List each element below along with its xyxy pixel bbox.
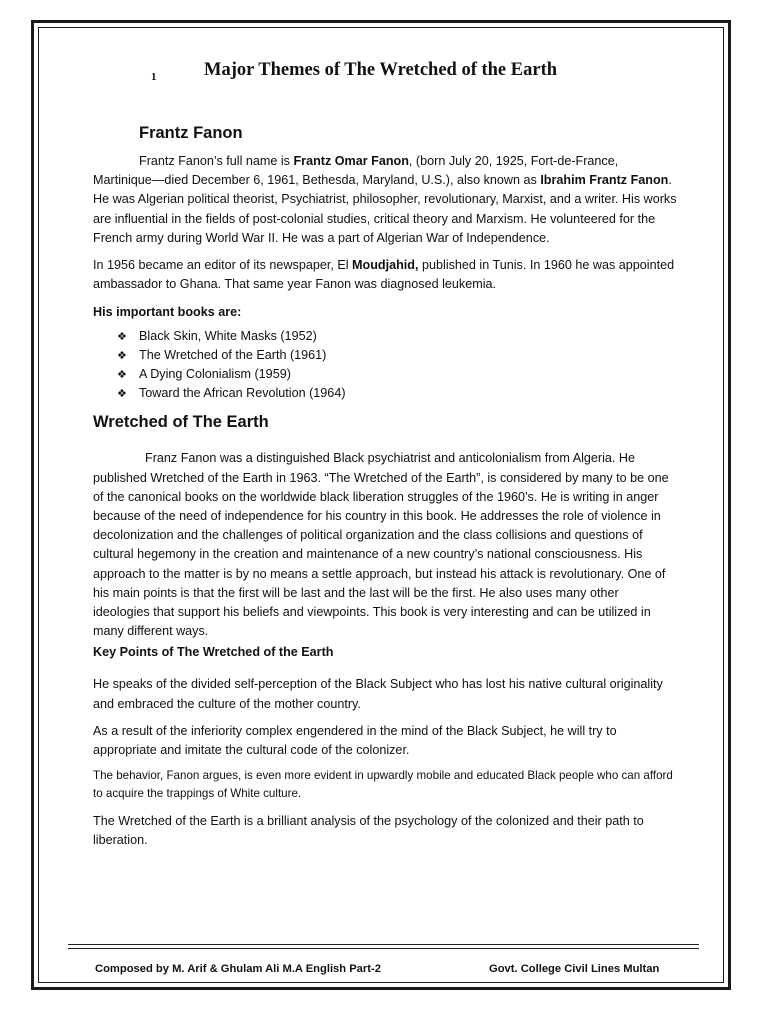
- page-number: 1: [151, 71, 157, 83]
- book-body-paragraph: Franz Fanon was a distinguished Black psychiatrist and anticolonialism from Algeria. He published Wretched of the Earth in 1963. “The Wretched of the Earth”, is considered by many to be one of the canonical books on the worldwide black liberation struggles of the 1960’s. He is writing in anger because of the need of independence for his country in this book. He addresses the role of violence in decolonization and the challenges of political organization and the class collisions and questions of cultural hegemony in the creation and maintenance of a new country’s national consciousness. His approach to the matter is by no means a settle approach, but instead his attack is revolutionary. One of his main points is that the first will be last and the last will be the first. He also uses many other ideologies that support his beliefs and viewpoints. This book is very interesting and can be utilized in many different ways.: [93, 451, 669, 639]
- key-point-paragraph: The behavior, Fanon argues, is even more evident in upwardly mobile and educated Black people who can afford to acquire the trappings of White culture.: [93, 769, 673, 801]
- list-item: ❖ Black Skin, White Masks (1952): [117, 327, 678, 346]
- key-point-paragraph: As a result of the inferiority complex engendered in the mind of the Black Subject, he will try to appropriate and imitate the cultural code of the colonizer.: [93, 723, 617, 758]
- key-point-paragraph: The Wretched of the Earth is a brilliant analysis of the psychology of the colonized and their path to liberation.: [93, 814, 644, 848]
- author-heading: Frantz Fanon: [139, 124, 243, 142]
- books-label: His important books are:: [93, 305, 242, 320]
- footer-institution: Govt. College Civil Lines Multan: [489, 963, 660, 975]
- book-heading: Wretched of The Earth: [93, 413, 269, 432]
- diamond-bullet-icon: ❖: [117, 388, 127, 401]
- key-point-paragraph: He speaks of the divided self-perception of the Black Subject who has lost his native cultural originality and embraced the culture of the mother country.: [93, 677, 663, 711]
- author-intro-paragraph: Frantz Fanon’s full name is Frantz Omar Fanon, (born July 20, 1925, Fort-de-France, Martinique—died December 6, 1961, Bethesda, Maryland, U.S.), also known as Ibrahim Frantz Fanon. He was Algerian political theorist, Psychiatrist, philosopher, revolutionary, Marxist, and a writer. His works are influential in the fields of post-colonial studies, critical theory and Marxism. He volunteered for the French army during World War II. He was a part of Algerian War of Independence.: [93, 154, 677, 245]
- diamond-bullet-icon: ❖: [117, 349, 127, 362]
- footer-divider: [68, 944, 699, 945]
- page-header: [93, 58, 678, 90]
- diamond-bullet-icon: ❖: [117, 330, 127, 343]
- footer-credit: Composed by M. Arif & Ghulam Ali M.A English Part-2: [95, 963, 381, 975]
- document-body: [93, 58, 678, 851]
- books-list: [117, 327, 678, 404]
- list-item: ❖ Toward the African Revolution (1964): [117, 384, 678, 403]
- diamond-bullet-icon: ❖: [117, 369, 127, 381]
- list-item: ❖ The Wretched of the Earth (1961): [117, 346, 678, 365]
- list-item: ❖ A Dying Colonialism (1959): [117, 365, 678, 384]
- footer-divider: [68, 948, 699, 949]
- author-editor-paragraph: In 1956 became an editor of its newspaper, El Moudjahid, published in Tunis. In 1960 he was appointed ambassador to Ghana. That same year Fanon was diagnosed leukemia.: [93, 258, 675, 292]
- key-points-heading: Key Points of The Wretched of the Earth: [93, 645, 334, 660]
- page-title: Major Themes of The Wretched of the Earth: [204, 60, 558, 80]
